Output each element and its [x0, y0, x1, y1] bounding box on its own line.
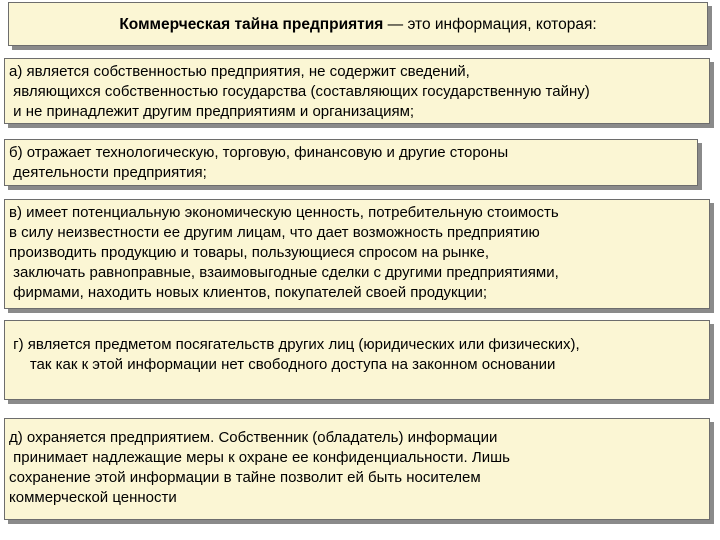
- item-v: [4, 199, 710, 309]
- item-g: [4, 320, 710, 400]
- item-d-line: д) охраняется предприятием. Собственник (обладатель) информации: [9, 429, 498, 446]
- item-a-line: а) является собственностью предприятия, не содержит сведений,: [9, 63, 470, 80]
- item-a: [4, 58, 710, 124]
- definition-heading: [8, 2, 708, 46]
- item-d: [4, 418, 710, 520]
- item-g-line: так как к этой информации нет свободного доступа на законном основании: [9, 356, 556, 373]
- item-b-line: б) отражает технологическую, торговую, финансовую и другие стороны: [9, 144, 509, 161]
- item-g-line: г) является предметом посягательств других лиц (юридических или физических),: [9, 336, 580, 353]
- item-v-line: в) имеет потенциальную экономическую ценность, потребительную стоимость: [9, 204, 559, 221]
- heading-term: Коммерческая тайна предприятия: [119, 16, 384, 33]
- item-d-line: сохранение этой информации в тайне позволит ей быть носителем: [9, 469, 481, 486]
- item-a-line: являющихся собственностью государства (составляющих государственную тайну): [9, 83, 590, 100]
- heading-rest: — это информация, которая:: [383, 16, 597, 33]
- item-a-line: и не принадлежит другим предприятиям и организациям;: [9, 103, 415, 120]
- item-v-line: заключать равноправные, взаимовыгодные сделки с другими предприятиями,: [9, 264, 559, 281]
- item-v-line: производить продукцию и товары, пользующиеся спросом на рынке,: [9, 244, 489, 261]
- item-d-line: принимает надлежащие меры к охране ее конфиденциальности. Лишь: [9, 449, 510, 466]
- item-b: [4, 139, 698, 186]
- item-v-line: в силу неизвестности ее другим лицам, что дает возможность предприятию: [9, 224, 540, 241]
- item-v-line: фирмами, находить новых клиентов, покупателей своей продукции;: [9, 284, 488, 301]
- item-b-line: деятельности предприятия;: [9, 164, 207, 181]
- item-d-line: коммерческой ценности: [9, 489, 177, 506]
